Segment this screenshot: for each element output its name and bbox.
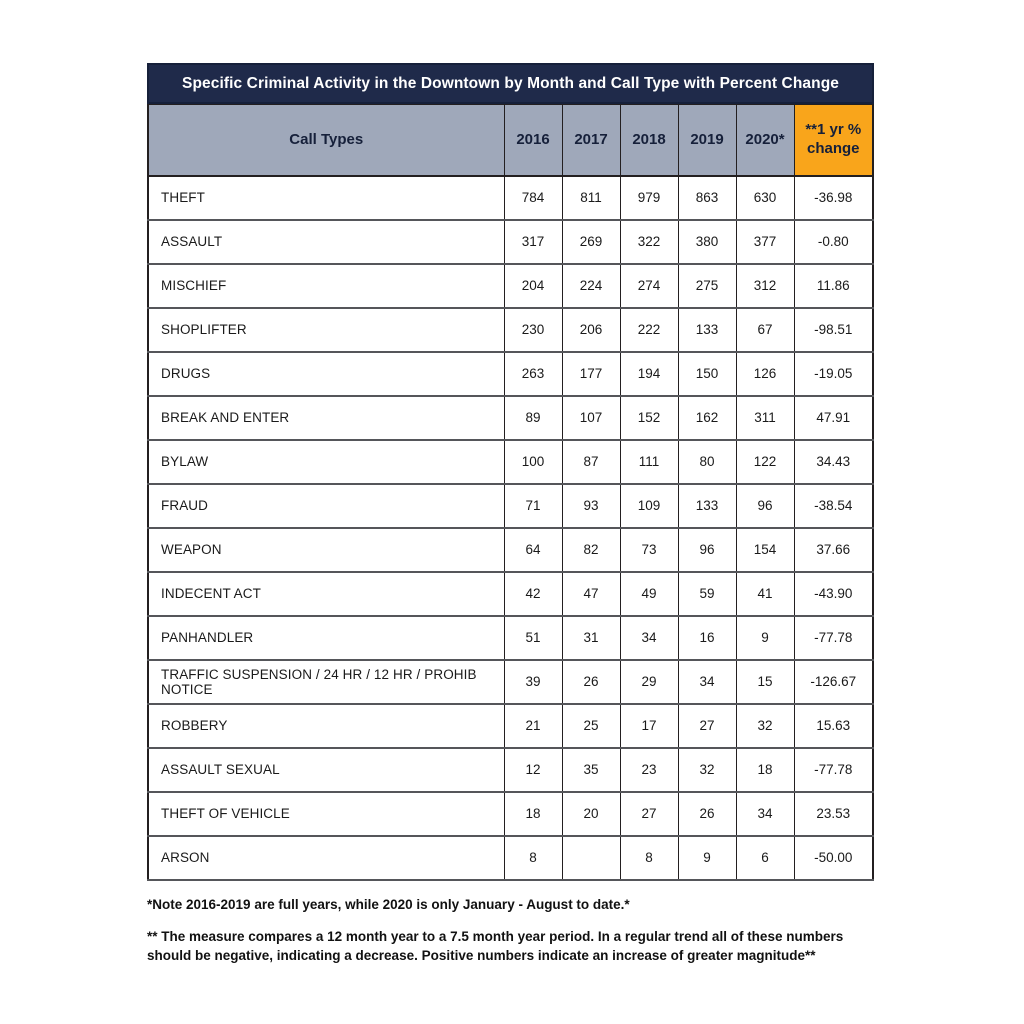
footnotes — [147, 895, 887, 966]
cell-2016: 100 — [504, 440, 562, 484]
cell-2018: 34 — [620, 616, 678, 660]
cell-2019: 380 — [678, 220, 736, 264]
crime-table — [147, 104, 874, 881]
row-label: INDECENT ACT — [148, 572, 504, 616]
cell-percent-change: 34.43 — [794, 440, 873, 484]
cell-2017: 177 — [562, 352, 620, 396]
cell-2019: 162 — [678, 396, 736, 440]
cell-2016: 89 — [504, 396, 562, 440]
cell-2016: 784 — [504, 176, 562, 220]
cell-2020: 126 — [736, 352, 794, 396]
cell-2018: 29 — [620, 660, 678, 704]
cell-2020: 312 — [736, 264, 794, 308]
column-header-2018: 2018 — [620, 105, 678, 176]
cell-2019: 34 — [678, 660, 736, 704]
table-row — [148, 792, 873, 836]
footnote-full-years: *Note 2016-2019 are full years, while 2020 is only January - August to date.* — [147, 897, 630, 912]
cell-2016: 18 — [504, 792, 562, 836]
cell-percent-change: -19.05 — [794, 352, 873, 396]
cell-2019: 96 — [678, 528, 736, 572]
cell-2017: 206 — [562, 308, 620, 352]
cell-2017: 811 — [562, 176, 620, 220]
footnote-measure-explanation: ** The measure compares a 12 month year to a 7.5 month year period. In a regular trend all of these numbers should be negative, indicating a decrease. Positive numbers indicate an increase of greater magnitude** — [147, 928, 844, 964]
cell-2018: 23 — [620, 748, 678, 792]
cell-2020: 311 — [736, 396, 794, 440]
cell-2016: 230 — [504, 308, 562, 352]
row-label: DRUGS — [148, 352, 504, 396]
column-header-2020: 2020* — [736, 105, 794, 176]
cell-2020: 18 — [736, 748, 794, 792]
cell-2018: 111 — [620, 440, 678, 484]
cell-percent-change: 37.66 — [794, 528, 873, 572]
cell-percent-change: -77.78 — [794, 616, 873, 660]
cell-2017: 47 — [562, 572, 620, 616]
cell-2016: 64 — [504, 528, 562, 572]
cell-2019: 26 — [678, 792, 736, 836]
cell-2017: 269 — [562, 220, 620, 264]
row-label: FRAUD — [148, 484, 504, 528]
row-label: PANHANDLER — [148, 616, 504, 660]
cell-percent-change: 47.91 — [794, 396, 873, 440]
cell-2020: 41 — [736, 572, 794, 616]
table-body — [148, 176, 873, 880]
cell-2016: 51 — [504, 616, 562, 660]
cell-2020: 15 — [736, 660, 794, 704]
cell-2016: 204 — [504, 264, 562, 308]
column-header-2016: 2016 — [504, 105, 562, 176]
table-row — [148, 528, 873, 572]
cell-2020: 9 — [736, 616, 794, 660]
table-row — [148, 308, 873, 352]
table-row — [148, 660, 873, 704]
row-label: BREAK AND ENTER — [148, 396, 504, 440]
row-label: THEFT — [148, 176, 504, 220]
cell-2018: 979 — [620, 176, 678, 220]
row-label: SHOPLIFTER — [148, 308, 504, 352]
cell-2017: 25 — [562, 704, 620, 748]
cell-2017: 224 — [562, 264, 620, 308]
row-label: MISCHIEF — [148, 264, 504, 308]
cell-2016: 71 — [504, 484, 562, 528]
row-label: THEFT OF VEHICLE — [148, 792, 504, 836]
cell-percent-change: 15.63 — [794, 704, 873, 748]
table-row — [148, 176, 873, 220]
cell-2020: 96 — [736, 484, 794, 528]
cell-2019: 27 — [678, 704, 736, 748]
table-row — [148, 704, 873, 748]
table-row — [148, 352, 873, 396]
cell-2020: 32 — [736, 704, 794, 748]
row-label: ARSON — [148, 836, 504, 880]
cell-2017: 107 — [562, 396, 620, 440]
cell-2016: 39 — [504, 660, 562, 704]
cell-2019: 863 — [678, 176, 736, 220]
cell-2016: 263 — [504, 352, 562, 396]
table-row — [148, 264, 873, 308]
cell-2019: 32 — [678, 748, 736, 792]
table-row — [148, 396, 873, 440]
table-row — [148, 572, 873, 616]
cell-2018: 17 — [620, 704, 678, 748]
cell-percent-change: -77.78 — [794, 748, 873, 792]
row-label: ROBBERY — [148, 704, 504, 748]
table-title: Specific Criminal Activity in the Downtown by Month and Call Type with Percent Change — [147, 63, 874, 104]
cell-2018: 49 — [620, 572, 678, 616]
cell-2020: 6 — [736, 836, 794, 880]
cell-2017 — [562, 836, 620, 880]
cell-2018: 109 — [620, 484, 678, 528]
row-label: WEAPON — [148, 528, 504, 572]
cell-2016: 317 — [504, 220, 562, 264]
cell-2019: 133 — [678, 308, 736, 352]
cell-percent-change: -98.51 — [794, 308, 873, 352]
row-label: TRAFFIC SUSPENSION / 24 HR / 12 HR / PROHIB NOTICE — [148, 660, 504, 704]
table-row — [148, 616, 873, 660]
cell-2018: 274 — [620, 264, 678, 308]
cell-percent-change: -0.80 — [794, 220, 873, 264]
cell-2018: 152 — [620, 396, 678, 440]
cell-2020: 630 — [736, 176, 794, 220]
cell-2019: 16 — [678, 616, 736, 660]
cell-percent-change: -38.54 — [794, 484, 873, 528]
cell-2018: 222 — [620, 308, 678, 352]
table-row — [148, 484, 873, 528]
cell-2018: 322 — [620, 220, 678, 264]
cell-percent-change: 11.86 — [794, 264, 873, 308]
cell-percent-change: 23.53 — [794, 792, 873, 836]
cell-2020: 377 — [736, 220, 794, 264]
crime-table-figure — [147, 63, 874, 881]
cell-2019: 133 — [678, 484, 736, 528]
cell-2020: 154 — [736, 528, 794, 572]
row-label: ASSAULT SEXUAL — [148, 748, 504, 792]
cell-2016: 12 — [504, 748, 562, 792]
cell-percent-change: -36.98 — [794, 176, 873, 220]
cell-2017: 26 — [562, 660, 620, 704]
table-row — [148, 836, 873, 880]
cell-percent-change: -50.00 — [794, 836, 873, 880]
cell-2018: 194 — [620, 352, 678, 396]
column-header-2019: 2019 — [678, 105, 736, 176]
table-row — [148, 748, 873, 792]
cell-2019: 275 — [678, 264, 736, 308]
cell-2020: 67 — [736, 308, 794, 352]
cell-2017: 20 — [562, 792, 620, 836]
cell-percent-change: -43.90 — [794, 572, 873, 616]
cell-2017: 93 — [562, 484, 620, 528]
cell-2019: 80 — [678, 440, 736, 484]
cell-2016: 42 — [504, 572, 562, 616]
cell-2020: 34 — [736, 792, 794, 836]
cell-2019: 9 — [678, 836, 736, 880]
table-row — [148, 440, 873, 484]
column-header-2017: 2017 — [562, 105, 620, 176]
cell-2018: 73 — [620, 528, 678, 572]
row-label: BYLAW — [148, 440, 504, 484]
cell-2016: 21 — [504, 704, 562, 748]
table-row — [148, 220, 873, 264]
column-header-call-types: Call Types — [148, 105, 504, 176]
header-row — [148, 105, 873, 176]
cell-2019: 150 — [678, 352, 736, 396]
cell-2017: 82 — [562, 528, 620, 572]
cell-2017: 31 — [562, 616, 620, 660]
row-label: ASSAULT — [148, 220, 504, 264]
cell-2018: 8 — [620, 836, 678, 880]
cell-2016: 8 — [504, 836, 562, 880]
cell-2019: 59 — [678, 572, 736, 616]
cell-percent-change: -126.67 — [794, 660, 873, 704]
cell-2018: 27 — [620, 792, 678, 836]
cell-2017: 35 — [562, 748, 620, 792]
cell-2017: 87 — [562, 440, 620, 484]
cell-2020: 122 — [736, 440, 794, 484]
column-header-percent-change: **1 yr % change — [794, 105, 873, 176]
